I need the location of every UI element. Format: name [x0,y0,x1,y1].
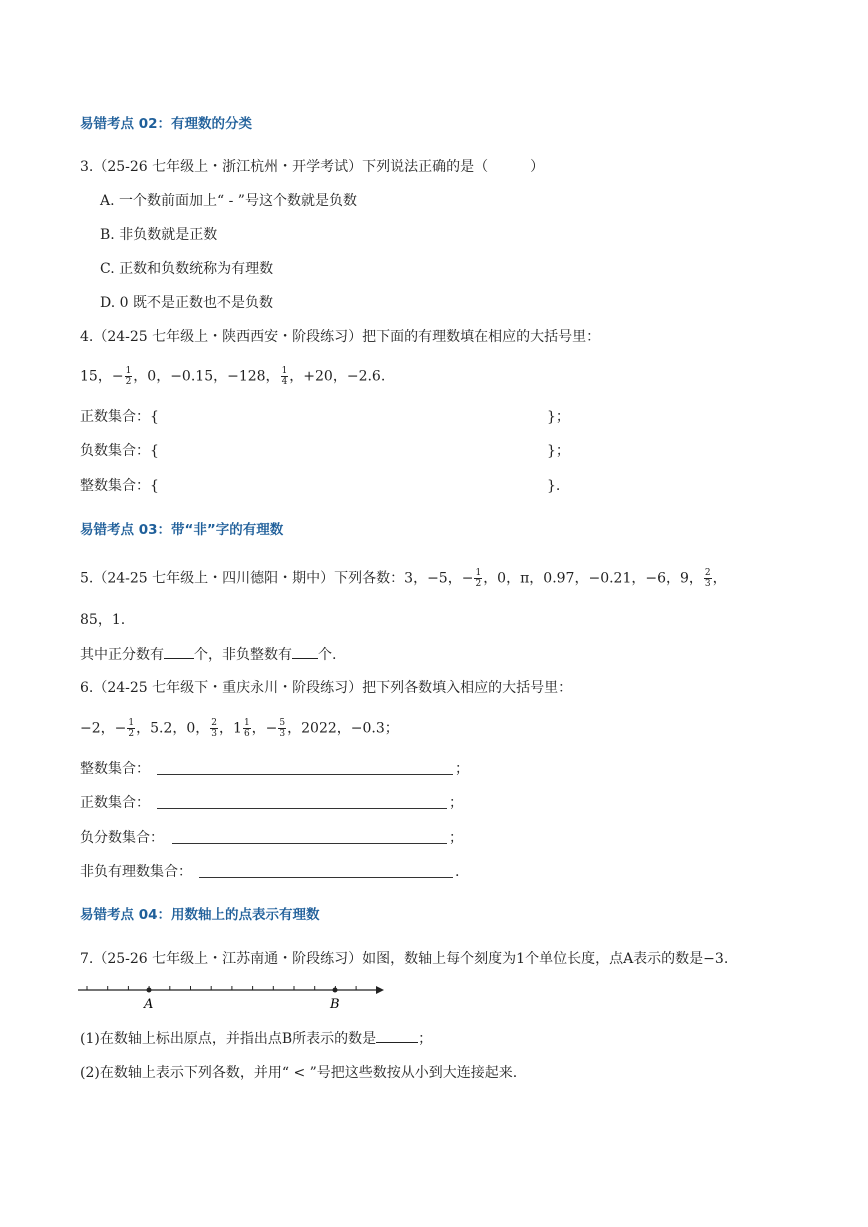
q6-text: ，− [251,720,278,737]
frac-num: 2 [704,568,711,578]
set-close: }； [547,409,570,425]
q7-text: (1)在数轴上标出原点，并指出点B所表示的数是 [80,1031,377,1047]
q6-answer-line-positive[interactable] [157,807,447,809]
set-label: 正数集合： [80,795,150,811]
set-end: . [455,864,460,880]
q5-text: ， [712,570,727,587]
q3-option-a[interactable]: A. 一个数前面加上“ - ”号这个数就是负数 [100,193,357,209]
point-a-label: A [144,997,154,1012]
point-a-dot[interactable] [147,988,152,993]
set-label: 整数集合： [80,761,150,777]
q4-minus: − [111,368,124,385]
q4-fraction-half [125,366,133,387]
q6-fraction-half [127,718,135,739]
set-end: ； [455,761,469,777]
q5-text: 个，非负整数有 [194,647,292,663]
frac-den: 3 [211,729,218,739]
q5-line-3 [80,644,336,665]
q7-part-2: (2)在数轴上表示下列各数，并用“ < ”号把这些数按从小到大连接起来. [80,1065,518,1081]
q7-blank-point-b[interactable] [376,1028,418,1043]
q5-text: 其中正分数有 [80,647,164,663]
frac-num: 2 [211,718,218,728]
frac-num: 1 [243,718,250,728]
section-heading-03: 易错考点 03：带“非”字的有理数 [80,522,284,538]
point-b-label: B [330,997,340,1012]
q5-line-2: 85，1. [80,612,126,628]
q6-text: −2，− [80,720,127,737]
frac-den: 2 [128,729,135,739]
q3-option-d[interactable]: D. 0 既不是正数也不是负数 [100,295,273,311]
q5-fraction-half [474,568,482,589]
set-label: 非负有理数集合： [80,864,192,880]
set-close: }； [547,443,570,459]
q5-fraction-two-thirds [704,568,712,589]
frac-num: 1 [475,568,482,578]
q5-text: ，0，π，0.97，−0.21，−6，9， [483,570,703,587]
frac-den: 2 [125,377,132,387]
q5-text: 个. [318,647,337,663]
question-3-stem: 3.（25-26 七年级上・浙江杭州・开学考试）下列说法正确的是（ ） [80,159,545,175]
q5-text: 5.（24-25 七年级上・四川德阳・期中）下列各数：3，−5，− [80,570,474,587]
set-label: 整数集合：{ [80,478,159,494]
set-close: }. [547,478,561,494]
question-7-stem: 7.（25-26 七年级上・江苏南通・阶段练习）如图，数轴上每个刻度为1个单位长度，点A表示的数是−3. [80,951,729,967]
q4-num-text: 15， [80,368,112,385]
frac-num: 1 [125,366,132,376]
section-heading-04: 易错考点 04：用数轴上的点表示有理数 [80,907,320,923]
q5-blank-nonneg-integers[interactable] [292,644,318,659]
q6-text: ，1 [219,720,242,737]
frac-den: 2 [475,579,482,589]
frac-den: 3 [704,579,711,589]
question-5-stem [80,568,727,589]
q5-blank-positive-fractions[interactable] [164,644,194,659]
q7-text: ； [418,1031,433,1047]
q6-fraction-two-thirds [210,718,218,739]
q4-number-list [80,366,385,387]
point-b-dot[interactable] [333,988,338,993]
frac-num: 5 [279,718,286,728]
q4-num-text: ，+20，−2.6. [289,368,386,385]
frac-den: 3 [279,729,286,739]
q7-part-1 [80,1028,432,1049]
q4-num-text: ，0，−0.15，−128， [133,368,280,385]
q6-text: ，2022，−0.3； [287,720,399,737]
q6-answer-line-nonneg-rational[interactable] [199,876,453,878]
q3-option-b[interactable]: B. 非负数就是正数 [100,227,218,243]
q4-fraction-quarter [281,366,289,387]
number-line-arrow-icon [376,986,384,994]
set-end: ； [449,830,463,846]
q6-number-list [80,718,399,739]
section-heading-02: 易错考点 02：有理数的分类 [80,116,252,132]
frac-den: 4 [281,377,288,387]
q3-option-c[interactable]: C. 正数和负数统称为有理数 [100,261,274,277]
frac-den: 6 [243,729,250,739]
q6-answer-line-negative-fraction[interactable] [172,842,447,844]
question-6-stem: 6.（24-25 七年级下・重庆永川・阶段练习）把下列各数填入相应的大括号里： [80,680,573,696]
frac-num: 1 [128,718,135,728]
number-line[interactable] [78,975,388,1015]
frac-num: 1 [281,366,288,376]
q6-fraction-one-sixth [243,718,251,739]
set-label: 负分数集合： [80,830,164,846]
q6-text: ，5.2，0， [136,720,210,737]
question-4-stem: 4.（24-25 七年级上・陕西西安・阶段练习）把下面的有理数填在相应的大括号里： [80,329,601,345]
set-label: 正数集合：{ [80,409,159,425]
q6-fraction-five-thirds [278,718,286,739]
set-label: 负数集合：{ [80,443,159,459]
q6-answer-line-integer[interactable] [157,773,453,775]
set-end: ； [449,795,463,811]
